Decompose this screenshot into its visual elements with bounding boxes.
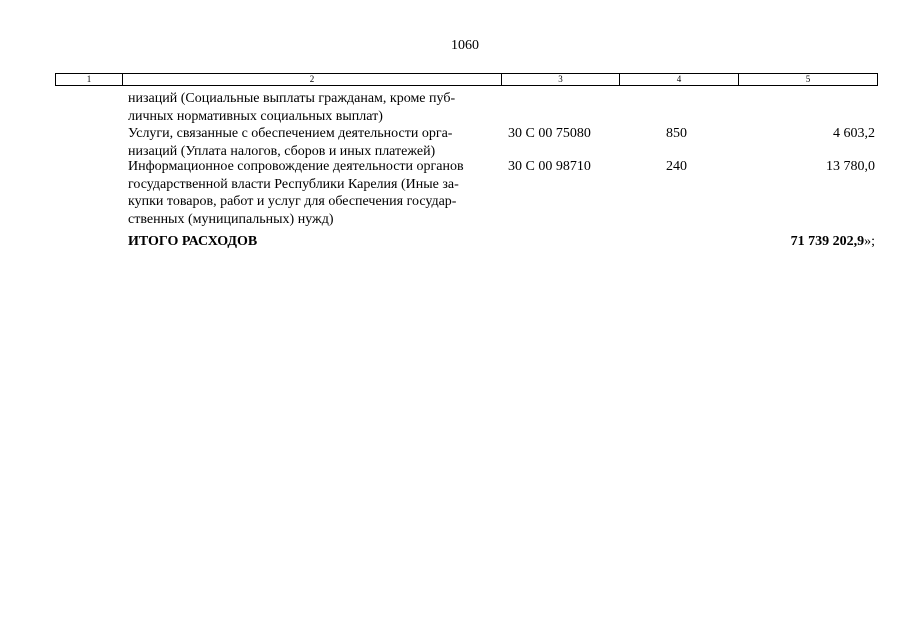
table-header <box>55 73 878 86</box>
description-line: низаций (Уплата налогов, сборов и иных платежей) <box>128 143 436 159</box>
closing-quote: »; <box>864 234 875 249</box>
description-line: личных нормативных социальных выплат) <box>128 108 383 124</box>
header-col-3: 3 <box>502 74 620 85</box>
description-line: купки товаров, работ и услуг для обеспечения государ- <box>128 194 457 209</box>
total-amount <box>791 233 875 251</box>
description-line: государственной власти Республики Карелия (Иные за- <box>128 176 459 192</box>
description-line: Услуги, связанные с обеспечением деятельности орга- <box>128 126 453 141</box>
expense-type-code: 850 <box>666 126 687 141</box>
target-article-code: 30 С 00 75080 <box>508 126 591 141</box>
header-col-5: 5 <box>805 74 811 84</box>
header-col-4: 4 <box>620 74 739 85</box>
row-description <box>128 125 500 160</box>
total-label: ИТОГО РАСХОДОВ <box>128 234 258 249</box>
page-number: 1060 <box>451 38 479 53</box>
target-article-code: 30 С 00 98710 <box>508 159 591 174</box>
header-col-1: 1 <box>56 74 123 85</box>
row-description <box>128 158 500 228</box>
total-amount-value: 71 739 202,9 <box>790 234 865 249</box>
expense-type-code: 240 <box>666 159 687 174</box>
description-line: Информационное сопровождение деятельности органов <box>128 159 464 174</box>
description-line: ственных (муниципальных) нужд) <box>128 211 334 227</box>
header-col-2: 2 <box>123 74 502 85</box>
amount: 4 603,2 <box>833 126 875 141</box>
description-line: низаций (Социальные выплаты гражданам, кроме пуб- <box>128 91 456 106</box>
amount: 13 780,0 <box>826 159 875 174</box>
row-description <box>128 90 500 125</box>
